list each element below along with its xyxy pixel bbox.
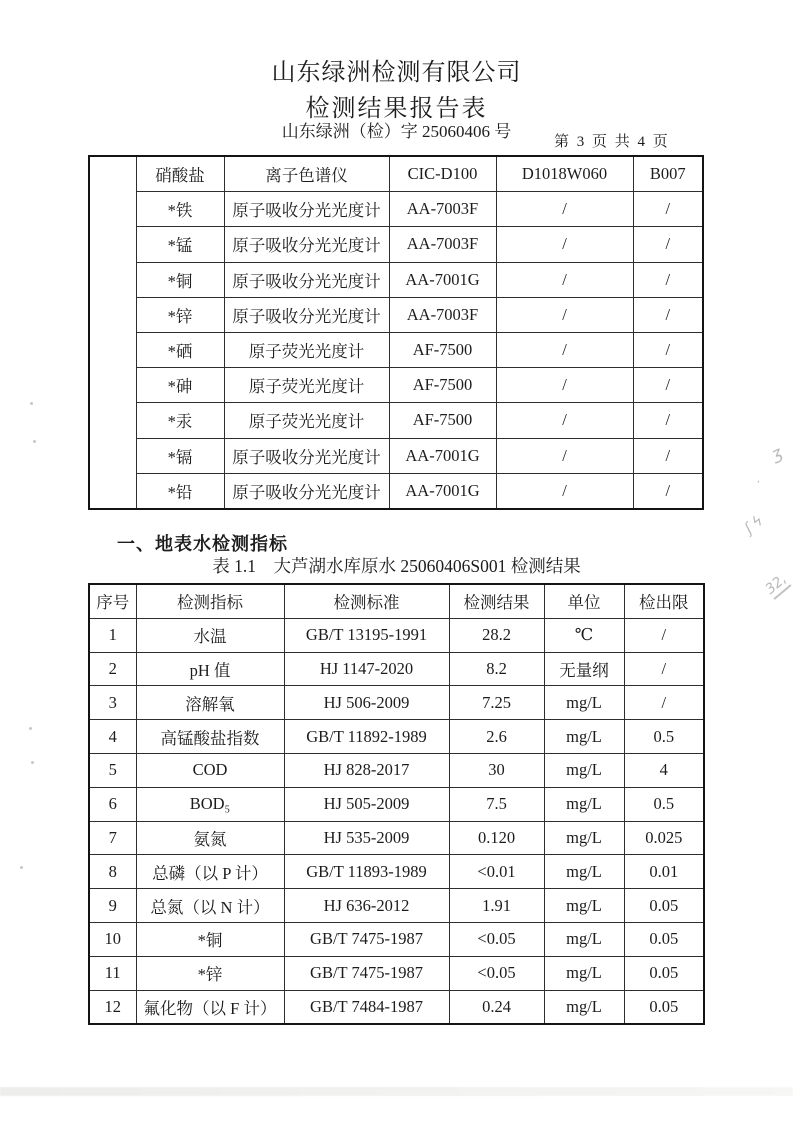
table-row [89,990,704,1024]
table-cell: CIC-D100 [389,156,496,192]
document-number: 山东绿洲（检）字 25060406 号 [281,122,512,141]
scan-speck [33,440,36,443]
table-cell: 高锰酸盐指数 [136,720,284,754]
table-cell: 0.025 [624,821,704,855]
pencil-mark: 32, [762,571,791,600]
column-header: 检出限 [624,584,704,618]
column-header: 检测指标 [136,584,284,618]
table-cell: mg/L [544,753,624,787]
table-cell: 0.05 [624,922,704,956]
scan-speck [30,402,33,405]
table-cell: mg/L [544,922,624,956]
table-row [89,473,703,509]
table-cell: / [496,227,633,262]
table-row [89,956,704,990]
table-cell: 硝酸盐 [136,156,224,192]
table-cell: 0.05 [624,889,704,923]
scan-speck [31,761,34,764]
table-cell: 7.25 [449,686,544,720]
table-cell: 0.05 [624,990,704,1024]
table-cell: 无量纲 [544,652,624,686]
table-cell: AA-7003F [389,192,496,227]
table-cell: HJ 505-2009 [284,787,449,821]
table-row [89,652,704,686]
pencil-mark: ʒ [768,442,786,466]
table-cell: / [496,368,633,403]
table-cell: 原子荧光光度计 [224,403,389,438]
column-header: 检测标准 [284,584,449,618]
empty-merged-cell [89,156,136,509]
table-cell: / [633,192,703,227]
table-row [89,156,703,192]
table-cell: / [496,403,633,438]
table-cell: <0.01 [449,855,544,889]
table-row [89,922,704,956]
scan-artifact-band [0,1087,793,1096]
table-cell: / [496,438,633,473]
table-cell: 4 [624,753,704,787]
section-heading: 一、地表水检测指标 [117,534,288,554]
table-cell: / [496,262,633,297]
table-cell: 0.120 [449,821,544,855]
page-indicator: 第 3 页 共 4 页 [554,134,670,150]
result-table [88,583,705,1025]
table-cell: <0.05 [449,956,544,990]
table-cell: 28.2 [449,618,544,652]
table-row [89,192,703,227]
table-cell: / [496,192,633,227]
table-cell: GB/T 13195-1991 [284,618,449,652]
table-cell: *锌 [136,956,284,990]
table-cell: / [633,227,703,262]
table-cell: 原子吸收分光光度计 [224,438,389,473]
table-cell: mg/L [544,855,624,889]
table-cell: 原子吸收分光光度计 [224,262,389,297]
table-cell: 原子吸收分光光度计 [224,227,389,262]
table-cell: / [633,262,703,297]
table-cell: 1 [89,618,136,652]
table-cell: 总磷（以 P 计） [136,855,284,889]
table-cell: 7.5 [449,787,544,821]
table-row [89,753,704,787]
table-cell: AA-7003F [389,297,496,332]
table-cell: GB/T 7475-1987 [284,922,449,956]
table-cell: *砷 [136,368,224,403]
table-cell: HJ 636-2012 [284,889,449,923]
table-cell: 1.91 [449,889,544,923]
column-header: 单位 [544,584,624,618]
table-row [89,889,704,923]
table-row [89,262,703,297]
table-row [89,821,704,855]
table-cell: 12 [89,990,136,1024]
table-cell: / [624,618,704,652]
table-cell: mg/L [544,956,624,990]
table-cell: *锰 [136,227,224,262]
table-cell: AF-7500 [389,332,496,367]
table-row [89,686,704,720]
table-cell: 原子荧光光度计 [224,332,389,367]
table-cell: / [624,652,704,686]
table-cell: 溶解氧 [136,686,284,720]
table-row [89,438,703,473]
table-cell: GB/T 7475-1987 [284,956,449,990]
table-cell: AA-7003F [389,227,496,262]
table-cell: 2.6 [449,720,544,754]
table-cell: 原子荧光光度计 [224,368,389,403]
table-cell: *铅 [136,473,224,509]
table-cell: mg/L [544,821,624,855]
table-cell: 0.01 [624,855,704,889]
table-cell: 氨氮 [136,821,284,855]
pencil-mark: ʃϟ [740,508,771,538]
table-cell: / [496,332,633,367]
table-cell: / [624,686,704,720]
table-cell: AA-7001G [389,473,496,509]
table-cell: pH 值 [136,652,284,686]
table-row [89,618,704,652]
table-row [89,332,703,367]
table-cell: 0.24 [449,990,544,1024]
table-cell: mg/L [544,720,624,754]
table-cell: 2 [89,652,136,686]
company-name: 山东绿洲检测有限公司 [271,60,522,86]
table-cell: 离子色谱仪 [224,156,389,192]
table-cell: 原子吸收分光光度计 [224,297,389,332]
table-cell: D1018W060 [496,156,633,192]
table-cell: GB/T 11893-1989 [284,855,449,889]
table-cell: *汞 [136,403,224,438]
table-cell: / [496,297,633,332]
table-cell: / [633,438,703,473]
table-cell: / [633,332,703,367]
instrument-table [88,155,704,510]
table-cell: 7 [89,821,136,855]
table-cell: mg/L [544,889,624,923]
table-cell: 3 [89,686,136,720]
table-cell: *铁 [136,192,224,227]
table-cell: *铜 [136,262,224,297]
table-cell: 5 [89,753,136,787]
table-cell: / [633,368,703,403]
table-cell: BOD₅ [136,787,284,821]
report-title: 检测结果报告表 [305,96,488,122]
table-cell: <0.05 [449,922,544,956]
table-cell: 原子吸收分光光度计 [224,473,389,509]
table-row [89,855,704,889]
table-cell: / [633,403,703,438]
table-cell: 30 [449,753,544,787]
pencil-mark: ˑ [755,475,763,491]
table-cell: mg/L [544,787,624,821]
table-cell: *镉 [136,438,224,473]
column-header: 检测结果 [449,584,544,618]
table-cell: HJ 506-2009 [284,686,449,720]
table-cell: 0.5 [624,787,704,821]
table-cell: *硒 [136,332,224,367]
table-cell: AA-7001G [389,262,496,297]
table-cell: HJ 1147-2020 [284,652,449,686]
table-cell: 6 [89,787,136,821]
table-cell: AA-7001G [389,438,496,473]
table-cell: 氟化物（以 F 计） [136,990,284,1024]
table-cell: 原子吸收分光光度计 [224,192,389,227]
table-row [89,227,703,262]
table-row [89,297,703,332]
table-cell: AF-7500 [389,368,496,403]
table-cell: mg/L [544,686,624,720]
table-cell: *铜 [136,922,284,956]
table-cell: AF-7500 [389,403,496,438]
header-row [89,584,704,618]
table-cell: 10 [89,922,136,956]
table-cell: 0.5 [624,720,704,754]
table-cell: *锌 [136,297,224,332]
table-cell: ℃ [544,618,624,652]
table-cell: 总氮（以 N 计） [136,889,284,923]
table-cell: HJ 828-2017 [284,753,449,787]
table-cell: / [496,473,633,509]
table-row [89,403,703,438]
table-cell: 4 [89,720,136,754]
table-cell: GB/T 11892-1989 [284,720,449,754]
table-cell: B007 [633,156,703,192]
table-cell: 0.05 [624,956,704,990]
table-cell: / [633,297,703,332]
table-row [89,720,704,754]
table-cell: 11 [89,956,136,990]
scan-speck [20,866,23,869]
table-cell: 8 [89,855,136,889]
table-cell: 9 [89,889,136,923]
table-row [89,368,703,403]
table-cell: COD [136,753,284,787]
column-header: 序号 [89,584,136,618]
table-row [89,787,704,821]
table-cell: 8.2 [449,652,544,686]
table-cell: GB/T 7484-1987 [284,990,449,1024]
scan-speck [29,727,32,730]
table-caption: 表 1.1 大芦湖水库原水 25060406S001 检测结果 [212,556,581,576]
table-cell: 水温 [136,618,284,652]
table-cell: mg/L [544,990,624,1024]
table-cell: / [633,473,703,509]
table-cell: HJ 535-2009 [284,821,449,855]
